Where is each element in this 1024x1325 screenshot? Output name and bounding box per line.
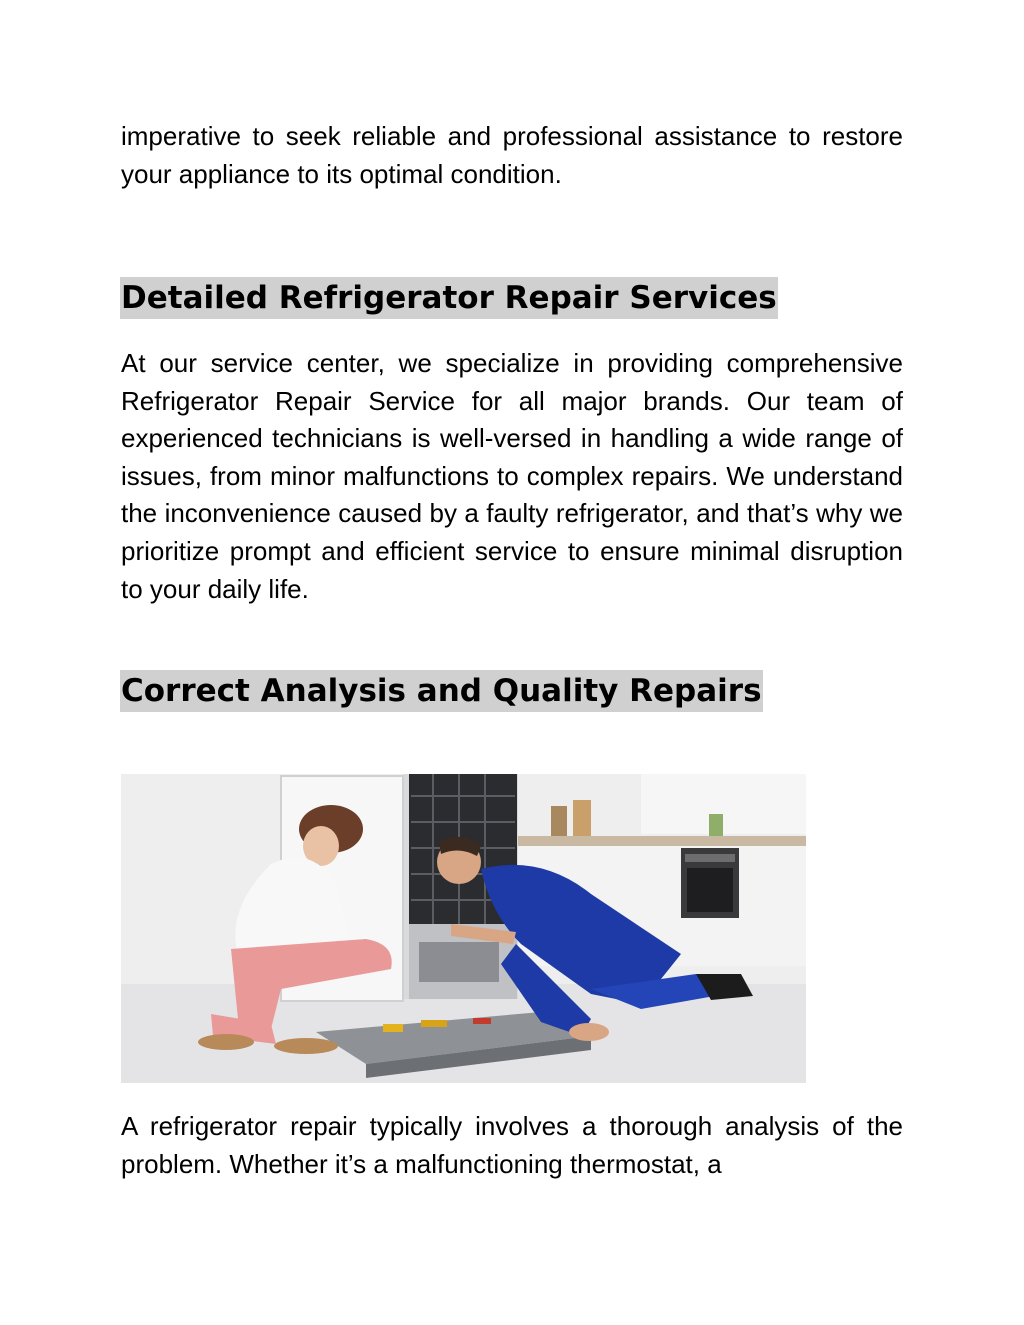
photo-illustration xyxy=(121,774,806,1083)
section-heading-repair-services: Detailed Refrigerator Repair Services xyxy=(120,277,778,319)
refrigerator-repair-photo xyxy=(121,774,806,1083)
section-body-repair-services: At our service center, we specialize in providing comprehensive Refrigerator Repair Service for all major brands. Our team of experienced technicians is well-versed in handling a wide range of issues, from minor malfunctions to complex repairs. We understand the inconvenience caused by a faulty refrigerator, and that’s why we prioritize prompt and efficient service to ensure minimal disruption to your daily life. xyxy=(121,348,903,604)
section-heading-analysis: Correct Analysis and Quality Repairs xyxy=(120,670,763,712)
intro-paragraph: imperative to seek reliable and professional assistance to restore your appliance to its optimal condition. xyxy=(121,121,903,189)
section-body-analysis: A refrigerator repair typically involves a thorough analysis of the problem. Whether it’s a malfunctioning thermostat, a xyxy=(121,1111,903,1179)
